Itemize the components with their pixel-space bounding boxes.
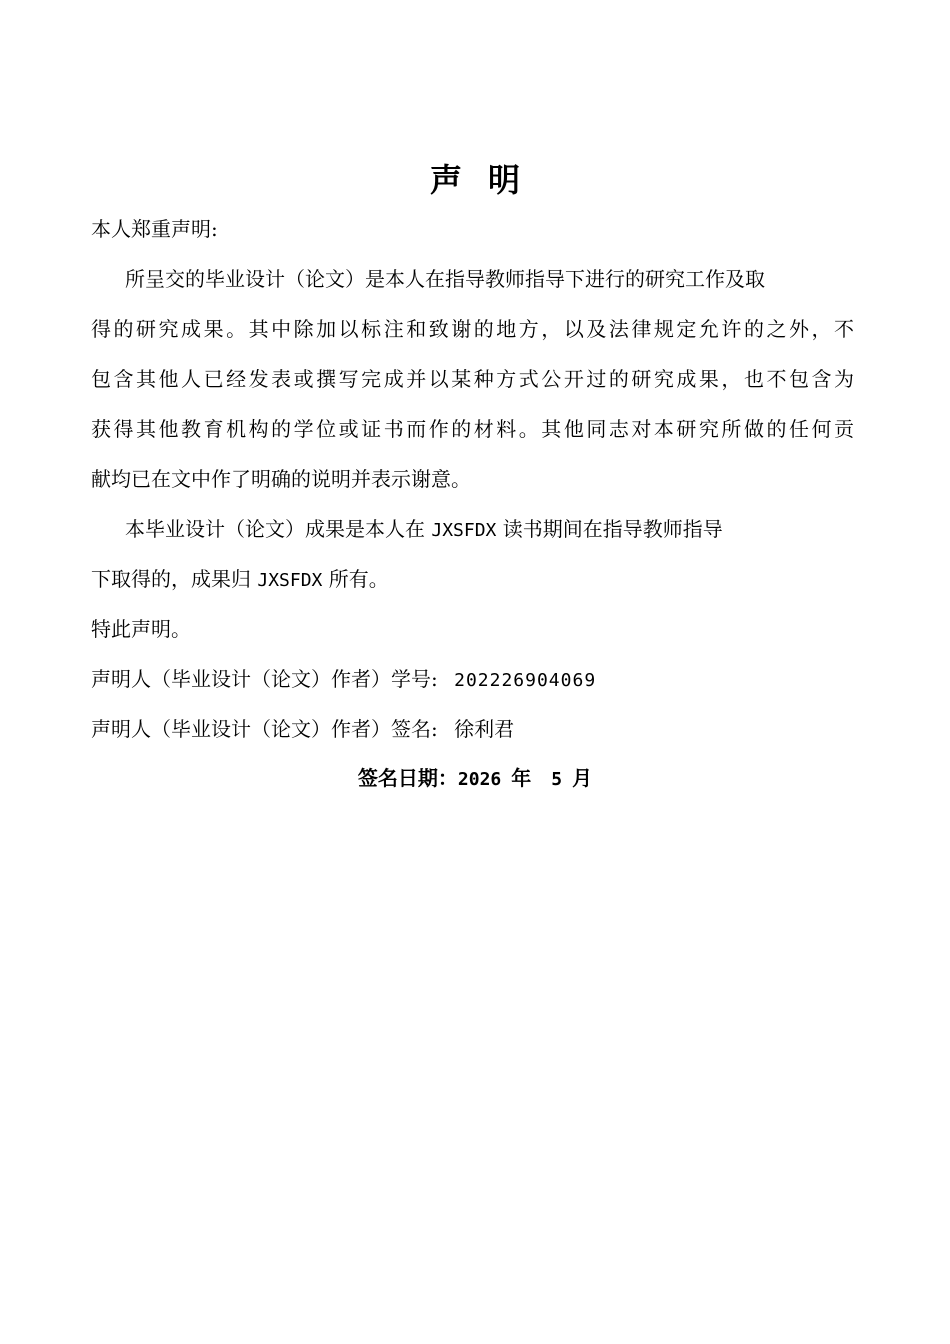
date-year: 2026 bbox=[457, 769, 502, 790]
signature-label: 声明人（毕业设计（论文）作者）签名: bbox=[91, 717, 438, 741]
paragraph1-line-2: 得的研究成果。其中除加以标注和致谢的地方，以及法律规定允许的之外，不 bbox=[91, 317, 854, 341]
date-month: 5 bbox=[551, 769, 563, 790]
paragraph2-line1-post: 读书期间在指导教师指导 bbox=[502, 517, 723, 541]
paragraph1-line-5: 献均已在文中作了明确的说明并表示谢意。 bbox=[91, 467, 471, 491]
paragraph2-line2-pre: 下取得的，成果归 bbox=[91, 567, 251, 591]
date-year-unit: 年 bbox=[511, 766, 532, 790]
student-id-value: 202226904069 bbox=[454, 670, 597, 691]
university-abbr: JXSFDX bbox=[431, 520, 497, 541]
signature-value: 徐利君 bbox=[454, 717, 515, 741]
paragraph2-line1-pre: 本毕业设计（论文）成果是本人在 bbox=[125, 517, 425, 541]
paragraph1-line-3: 包含其他人已经发表或撰写完成并以某种方式公开过的研究成果，也不包含为 bbox=[91, 367, 854, 391]
university-abbr: JXSFDX bbox=[257, 570, 323, 591]
paragraph2-line-1 bbox=[125, 514, 723, 546]
student-id-label: 声明人（毕业设计（论文）作者）学号: bbox=[91, 667, 438, 691]
paragraph1-line-4: 获得其他教育机构的学位或证书而作的材料。其他同志对本研究所做的任何贡 bbox=[91, 417, 854, 441]
date-month-unit: 月 bbox=[572, 766, 593, 790]
signature-line bbox=[91, 714, 514, 744]
paragraph2-line-2 bbox=[91, 564, 389, 596]
date-label: 签名日期： bbox=[357, 766, 458, 790]
paragraph2-line2-post: 所有。 bbox=[328, 567, 389, 591]
signature-date bbox=[0, 763, 950, 795]
page-title: 声明 bbox=[429, 161, 546, 199]
closing-line: 特此声明。 bbox=[91, 617, 191, 641]
paragraph1-line-1: 所呈交的毕业设计（论文）是本人在指导教师指导下进行的研究工作及取 bbox=[125, 267, 765, 291]
student-id-line bbox=[91, 664, 596, 696]
opening-line: 本人郑重声明: bbox=[91, 217, 218, 241]
